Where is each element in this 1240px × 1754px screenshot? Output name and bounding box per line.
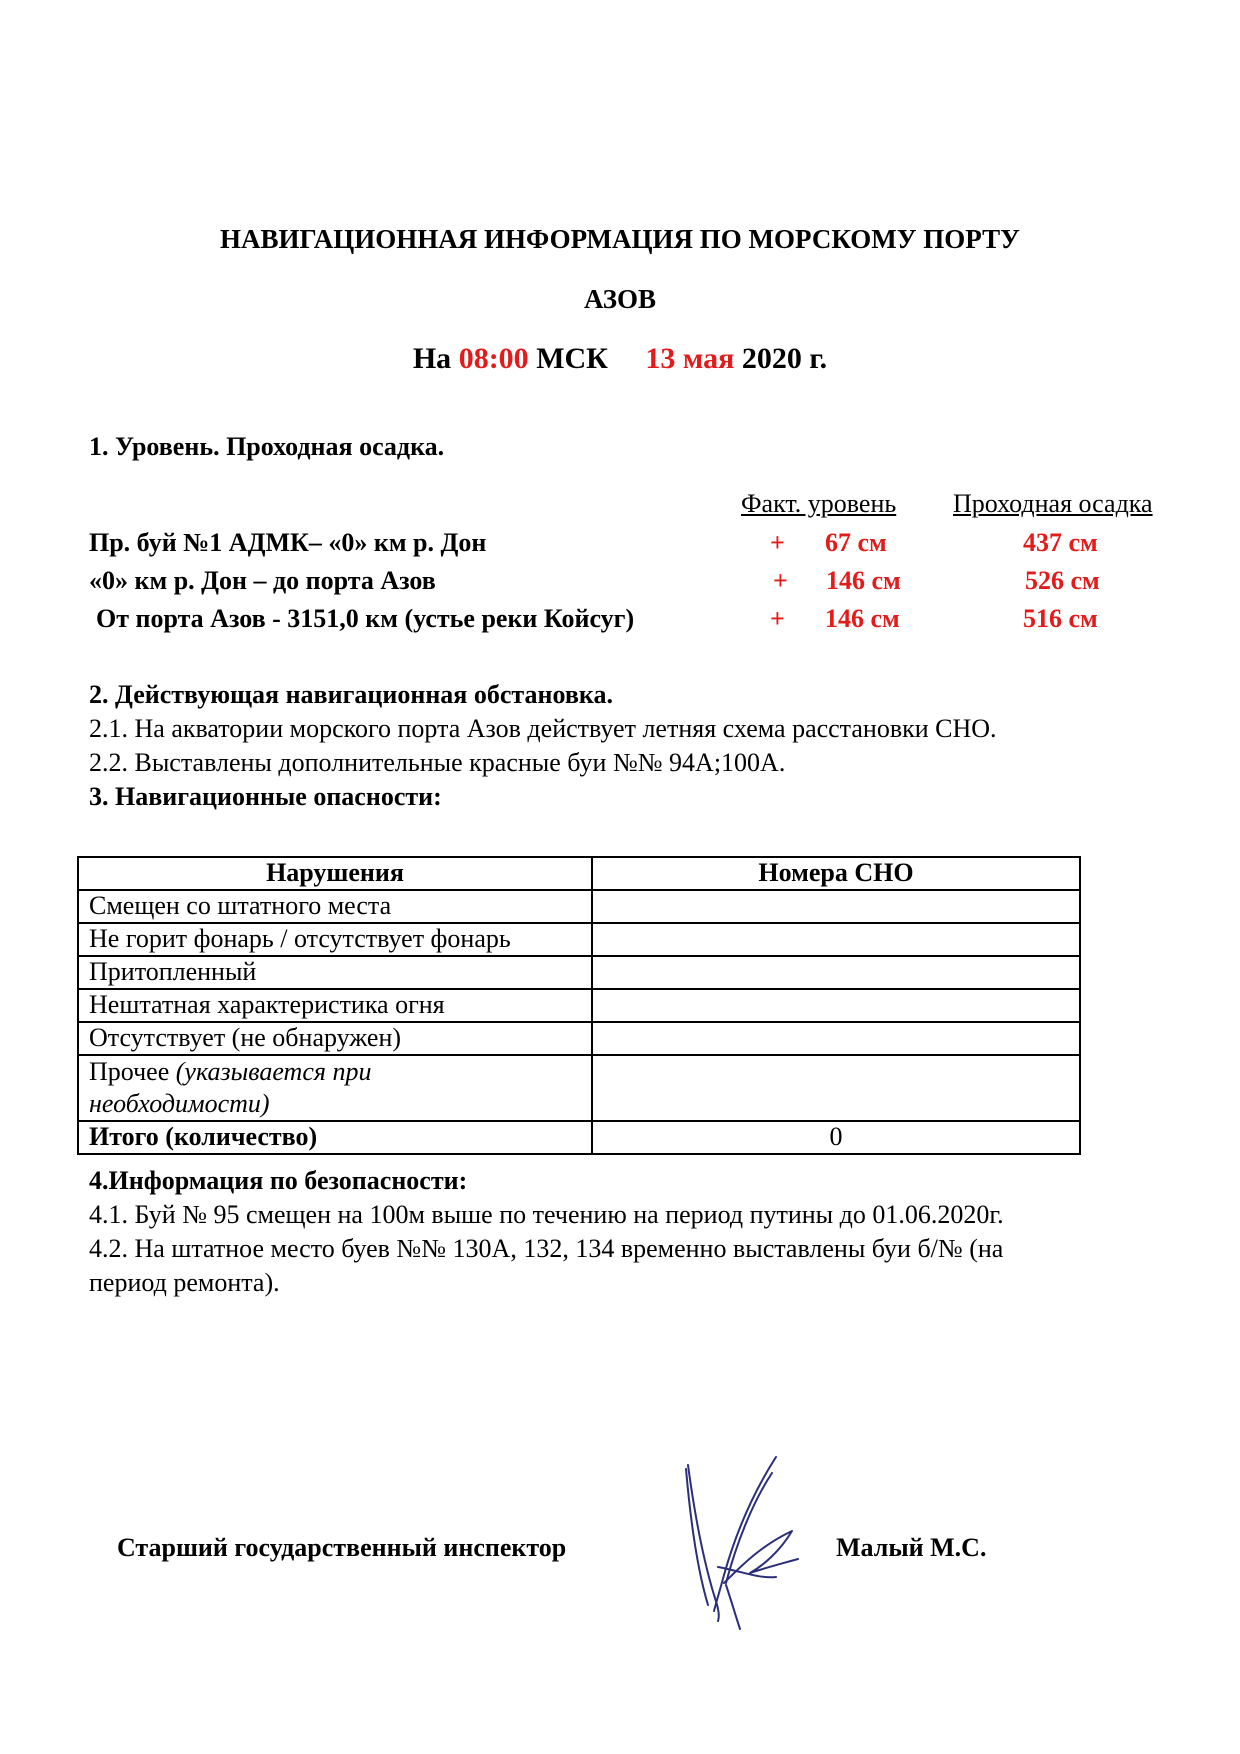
total-value: 0 <box>592 1121 1080 1154</box>
section2-title: 2. Действующая навигационная обстановка. <box>89 680 613 709</box>
table-row <box>78 923 1080 956</box>
col-header-numbers: Номера СНО <box>592 857 1080 890</box>
section4-item-continued: период ремонта). <box>89 1268 280 1297</box>
level-row-draft: 437 см <box>1023 528 1098 557</box>
numbers-cell <box>592 989 1080 1022</box>
level-row-value: 146 см <box>825 604 900 633</box>
violation-cell: Смещен со штатного места <box>78 890 592 923</box>
section4-title: 4.Информация по безопасности: <box>89 1166 468 1195</box>
signer-position: Старший государственный инспектор <box>117 1533 567 1562</box>
numbers-cell <box>592 956 1080 989</box>
section2-item: 2.2. Выставлены дополнительные красные буи №№ 94А;100А. <box>89 748 786 777</box>
table-row <box>78 956 1080 989</box>
section3-title: 3. Навигационные опасности: <box>89 782 442 811</box>
violation-cell-other <box>78 1055 592 1121</box>
violation-cell: Притопленный <box>78 956 592 989</box>
date-prefix: На <box>412 342 452 375</box>
date-line <box>0 342 1240 376</box>
section4-item: 4.1. Буй № 95 смещен на 100м выше по течению на период путины до 01.06.2020г. <box>89 1200 1004 1229</box>
numbers-cell <box>592 1055 1080 1121</box>
table-row <box>78 1022 1080 1055</box>
level-row-draft: 526 см <box>1025 566 1100 595</box>
table-row <box>78 890 1080 923</box>
total-label: Итого (количество) <box>78 1121 592 1154</box>
level-row-value: 146 см <box>826 566 901 595</box>
violations-table <box>77 856 1081 1155</box>
numbers-cell <box>592 890 1080 923</box>
document-title: НАВИГАЦИОННАЯ ИНФОРМАЦИЯ ПО МОРСКОМУ ПОРТУ <box>220 224 1020 254</box>
section2-item: 2.1. На акватории морского порта Азов действует летняя схема расстановки СНО. <box>89 714 997 743</box>
col-level-header: Факт. уровень <box>741 489 897 518</box>
section1-title: 1. Уровень. Проходная осадка. <box>89 432 445 461</box>
level-row-sign: + <box>773 566 788 595</box>
other-label: Прочее <box>89 1057 170 1086</box>
level-row-name: Пр. буй №1 АДМК– «0» км р. Дон <box>89 528 487 557</box>
report-day-month: 13 мая <box>645 342 735 375</box>
time-zone: МСК <box>536 342 608 375</box>
level-row-name: «0» км р. Дон – до порта Азов <box>89 566 436 595</box>
handwritten-signature <box>680 1455 820 1635</box>
other-note-continued: необходимости) <box>89 1089 270 1118</box>
report-time: 08:00 <box>458 342 529 375</box>
level-row-sign: + <box>770 604 785 633</box>
table-total-row <box>78 1121 1080 1154</box>
numbers-cell <box>592 923 1080 956</box>
level-row-draft: 516 см <box>1023 604 1098 633</box>
numbers-cell <box>592 1022 1080 1055</box>
section4-item: 4.2. На штатное место буев №№ 130А, 132, 134 временно выставлены буи б/№ (на <box>89 1234 1004 1263</box>
table-header-row <box>78 857 1080 890</box>
violation-cell: Не горит фонарь / отсутствует фонарь <box>78 923 592 956</box>
signer-name: Малый М.С. <box>836 1533 987 1562</box>
level-row-sign: + <box>770 528 785 557</box>
report-year: 2020 г. <box>741 342 828 375</box>
violation-cell: Нештатная характеристика огня <box>78 989 592 1022</box>
col-draft-header: Проходная осадка <box>953 489 1153 518</box>
table-row <box>78 989 1080 1022</box>
port-name: АЗОВ <box>583 284 657 314</box>
level-row-name: От порта Азов - 3151,0 км (устье реки Койсуг) <box>96 604 635 633</box>
col-header-violations: Нарушения <box>78 857 592 890</box>
table-row-other <box>78 1055 1080 1121</box>
violation-cell: Отсутствует (не обнаружен) <box>78 1022 592 1055</box>
level-row-value: 67 см <box>825 528 887 557</box>
other-note: (указывается при <box>175 1057 372 1086</box>
